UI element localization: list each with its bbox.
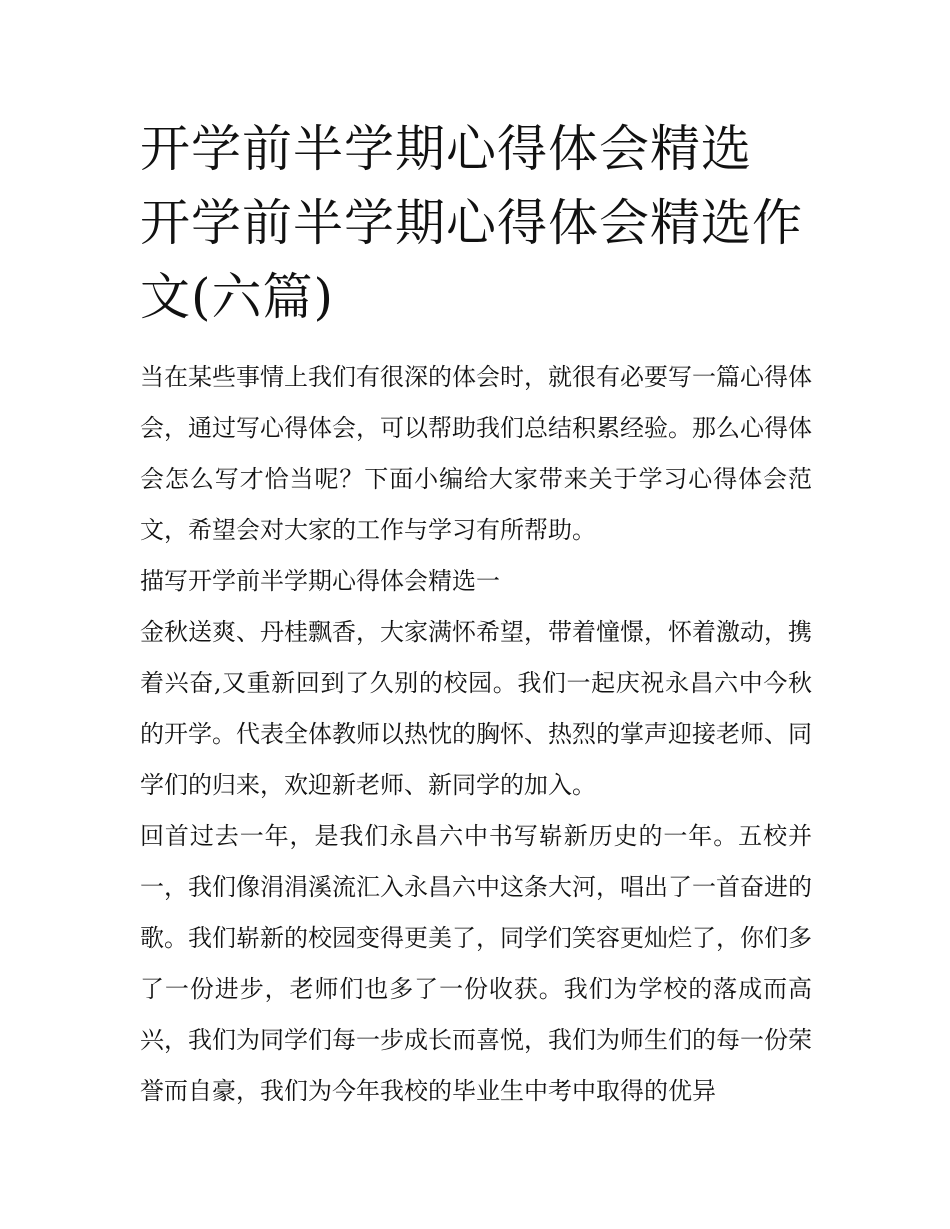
document-title: 开学前半学期心得体会精选 开学前半学期心得体会精选作文(六篇) xyxy=(140,120,803,326)
section-heading: 描写开学前半学期心得体会精选一 xyxy=(140,567,500,595)
body-paragraph-2: 回首过去一年，是我们永昌六中书写崭新历史的一年。五校并一，我们像涓涓溪流汇入永昌六中这条大河，唱出了一首奋进的歌。我们崭新的校园变得更美了，同学们笑容更灿烂了，你们多了一份进步，老师们也多了一份收获。我们为学校的落成而高兴，我们为同学们每一步成长而喜悦，我们为师生们的每一份荣誉而自豪，我们为今年我校的毕业生中考中取得的优异 xyxy=(140,822,812,1105)
body-paragraph-1: 金秋送爽、丹桂飘香，大家满怀希望，带着憧憬，怀着激动，携着兴奋,又重新回到了久别的校园。我们一起庆祝永昌六中今秋的开学。代表全体教师以热忱的胸怀、热烈的掌声迎接老师、同学们的归来，欢迎新老师、新同学的加入。 xyxy=(140,618,812,799)
intro-paragraph: 当在某些事情上我们有很深的体会时，就很有必要写一篇心得体会，通过写心得体会，可以帮助我们总结积累经验。那么心得体会怎么写才恰当呢？下面小编给大家带来关于学习心得体会范文，希望会对大家的工作与学习有所帮助。 xyxy=(140,363,812,544)
document-page xyxy=(140,112,812,1117)
